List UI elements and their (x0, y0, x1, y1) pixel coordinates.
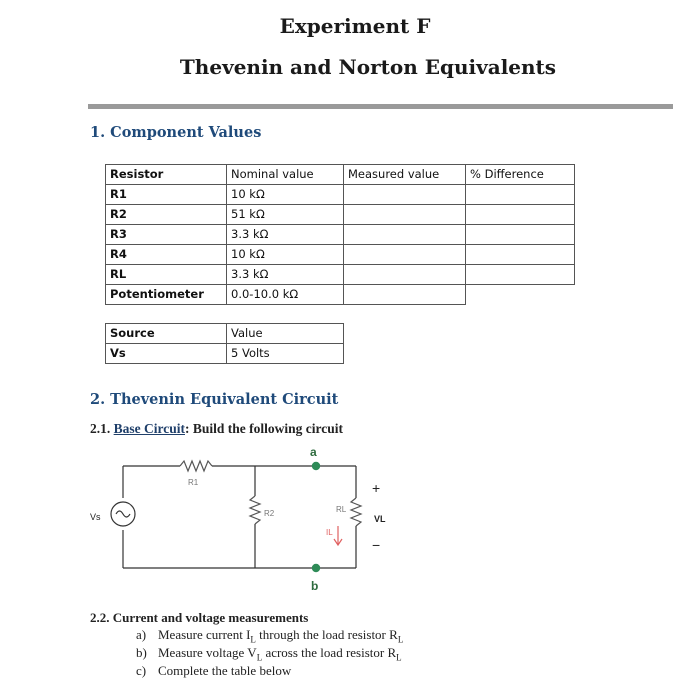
subsection-base-circuit (90, 421, 343, 437)
nominal-value: 10 kΩ (227, 185, 344, 205)
measured-value-cell[interactable] (344, 245, 466, 265)
node-a-label: a (310, 445, 317, 459)
vl-label: VL (374, 514, 386, 524)
table-header-row (106, 324, 344, 344)
resistor-name: R1 (106, 185, 227, 205)
source-table (105, 323, 344, 364)
list-item (136, 663, 291, 679)
r2-resistor (250, 496, 260, 524)
list-marker: b) (136, 645, 147, 660)
node-a-dot (312, 462, 320, 470)
header-divider (88, 104, 673, 109)
table-row (106, 344, 344, 364)
header-cell: Source (106, 324, 227, 344)
plus-label: + (372, 480, 381, 496)
il-label: IL (326, 528, 333, 537)
resistor-name: R4 (106, 245, 227, 265)
item-sub: L (396, 652, 402, 663)
list-marker: c) (136, 663, 147, 678)
section-heading-component-values: 1. Component Values (90, 124, 262, 141)
base-circuit-link[interactable]: Base Circuit (113, 421, 185, 436)
header-cell: % Difference (466, 165, 575, 185)
table-row (106, 285, 575, 305)
subsection-measurements: 2.2. Current and voltage measurements (90, 610, 309, 625)
nominal-value: 3.3 kΩ (227, 265, 344, 285)
item-text: Measure voltage V (158, 645, 257, 660)
difference-cell[interactable] (466, 245, 575, 265)
source-value: 5 Volts (227, 344, 344, 364)
header-cell: Nominal value (227, 165, 344, 185)
node-b-dot (312, 564, 320, 572)
measured-value-cell[interactable] (344, 225, 466, 245)
r1-resistor (180, 461, 212, 471)
item-text: Measure current I (158, 627, 251, 642)
page-subtitle: Thevenin and Norton Equivalents (179, 55, 557, 79)
table-row (106, 245, 575, 265)
header-cell: Value (227, 324, 344, 344)
measured-value-cell[interactable] (344, 265, 466, 285)
r2-label: R2 (264, 509, 275, 518)
difference-cell[interactable] (466, 185, 575, 205)
table-row (106, 225, 575, 245)
measured-value-cell[interactable] (344, 205, 466, 225)
difference-cell[interactable] (466, 205, 575, 225)
node-b-label: b (311, 579, 319, 590)
resistor-name: Potentiometer (106, 285, 227, 305)
header-cell: Measured value (344, 165, 466, 185)
nominal-value: 0.0-10.0 kΩ (227, 285, 344, 305)
resistor-name: R2 (106, 205, 227, 225)
item-sub: L (397, 634, 404, 645)
table-row (106, 265, 575, 285)
empty-cell (466, 285, 575, 305)
minus-label: − (372, 537, 381, 553)
section-heading-thevenin: 2. Thevenin Equivalent Circuit (90, 391, 339, 408)
list-item (136, 645, 402, 663)
difference-cell[interactable] (466, 225, 575, 245)
source-name: Vs (106, 344, 227, 364)
list-marker: a) (136, 627, 147, 642)
nominal-value: 3.3 kΩ (227, 225, 344, 245)
table-row (106, 205, 575, 225)
difference-cell[interactable] (466, 265, 575, 285)
subsection-text: : Build the following circuit (185, 421, 344, 436)
resistor-table (105, 164, 575, 305)
resistor-name: RL (106, 265, 227, 285)
measured-value-cell[interactable] (344, 285, 466, 305)
r1-label: R1 (188, 478, 199, 487)
rl-resistor (351, 498, 361, 526)
header-cell: Resistor (106, 165, 227, 185)
table-header-row (106, 165, 575, 185)
item-text: through the load resistor R (255, 627, 398, 642)
item-text: across the load resistor R (262, 645, 397, 660)
list-item (136, 627, 403, 645)
rl-label: RL (336, 505, 347, 514)
item-sub: L (256, 652, 263, 663)
sine-symbol (116, 511, 130, 517)
nominal-value: 51 kΩ (227, 205, 344, 225)
circuit-diagram (80, 440, 400, 590)
table-row (106, 185, 575, 205)
vs-label: Vs (90, 512, 101, 522)
item-sub: L (250, 634, 256, 645)
page-title: Experiment F (279, 14, 431, 38)
item-text: Complete the table below (158, 663, 292, 678)
measured-value-cell[interactable] (344, 185, 466, 205)
subsection-number: 2.1. (90, 421, 114, 436)
nominal-value: 10 kΩ (227, 245, 344, 265)
resistor-name: R3 (106, 225, 227, 245)
